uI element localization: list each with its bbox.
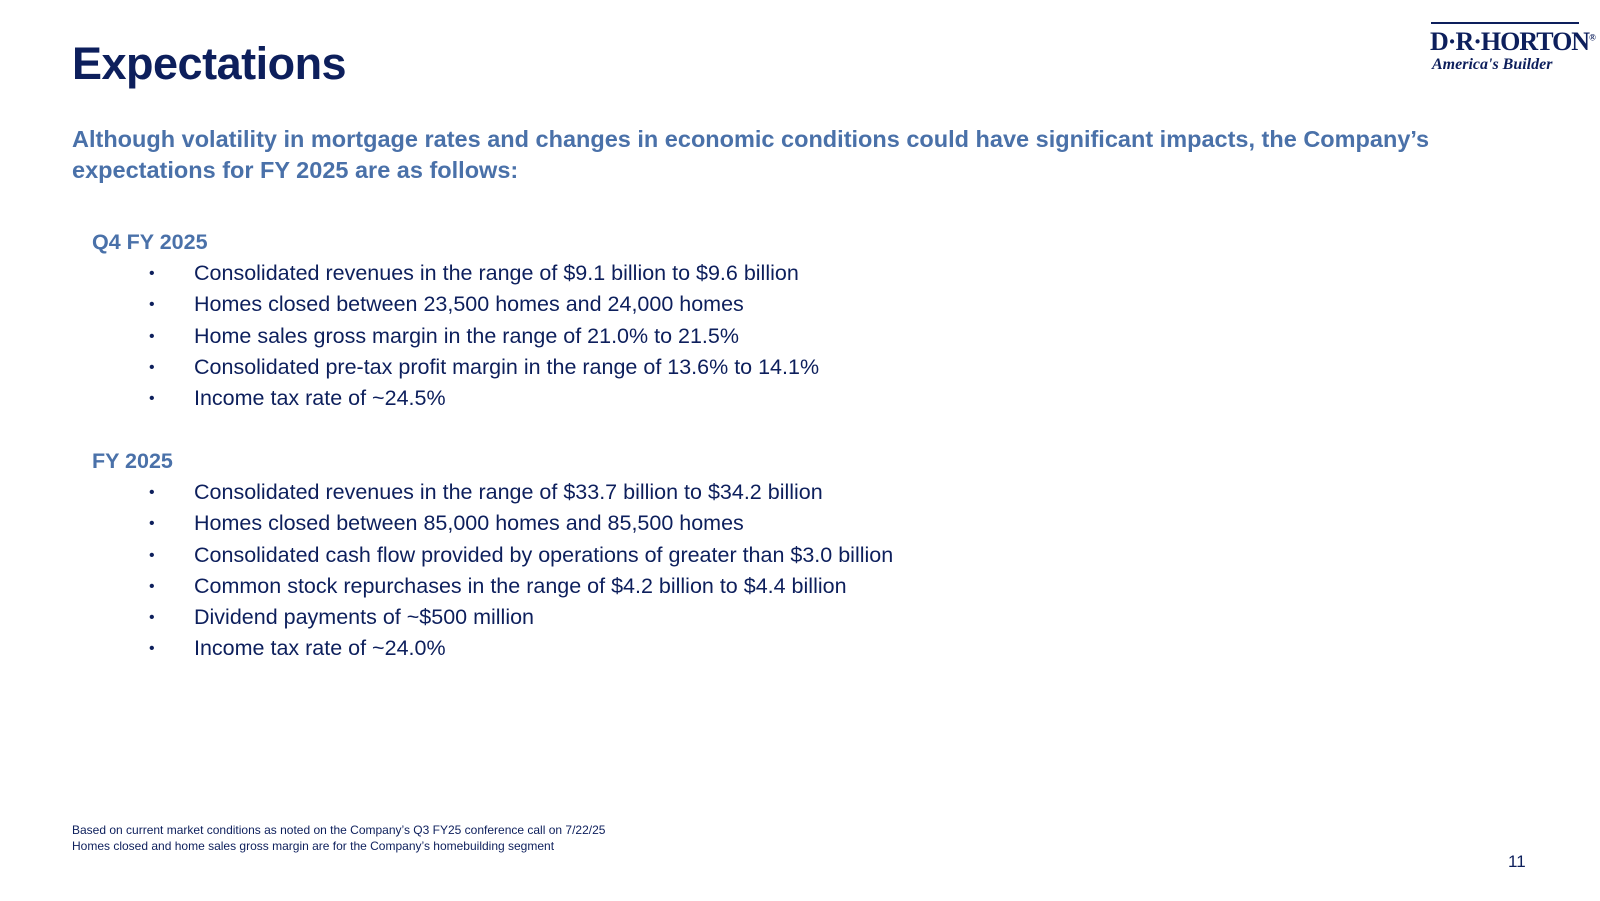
bullet-icon: •	[149, 515, 155, 533]
list-item	[92, 633, 893, 664]
list-item-text: Income tax rate of ~24.0%	[194, 636, 446, 661]
list-item	[92, 571, 893, 602]
section-fy2025	[92, 446, 893, 665]
list-item-text: Consolidated cash flow provided by operations of greater than $3.0 billion	[194, 542, 894, 567]
bullet-icon: •	[149, 609, 155, 627]
bullet-icon: •	[149, 296, 155, 314]
section-q4-fy2025	[92, 227, 819, 414]
logo-rule-divider	[1431, 22, 1579, 24]
bullet-icon: •	[149, 484, 155, 501]
list-item	[92, 383, 819, 414]
bullet-icon: •	[149, 640, 155, 658]
footnote: Homes closed and home sales gross margin are for the Company’s homebuilding segment	[72, 839, 555, 853]
logo-wordmark	[1430, 27, 1595, 57]
bullet-icon: •	[149, 327, 155, 345]
bullet-list	[92, 258, 819, 414]
bullet-list	[92, 477, 893, 665]
registered-mark: ®	[1589, 32, 1595, 43]
list-item-text: Homes closed between 85,000 homes and 85,500 homes	[194, 511, 744, 536]
bullet-icon: •	[149, 577, 155, 595]
footnotes	[72, 822, 605, 854]
intro-statement: Although volatility in mortgage rates and changes in economic conditions could have significant impacts, the Company’s expectations for FY 2025 are as follows:	[72, 126, 1430, 183]
list-item-text: Consolidated revenues in the range of $9.1 billion to $9.6 billion	[194, 261, 799, 285]
page-number: 11	[1508, 852, 1526, 871]
list-item-text: Income tax rate of ~24.5%	[194, 386, 446, 411]
list-item-text: Dividend payments of ~$500 million	[194, 605, 535, 630]
list-item-text: Home sales gross margin in the range of 21.0% to 21.5%	[194, 323, 739, 348]
bullet-icon: •	[149, 265, 155, 282]
bullet-icon: •	[149, 358, 155, 376]
list-item	[92, 477, 893, 508]
list-item	[92, 540, 893, 571]
section-heading: FY 2025	[92, 449, 173, 473]
slide-title: Expectations	[72, 38, 347, 89]
list-item-text: Homes closed between 23,500 homes and 24,000 homes	[194, 292, 744, 317]
logo-tagline: America's Builder	[1432, 56, 1553, 73]
list-item	[92, 258, 819, 289]
bullet-icon: •	[149, 390, 155, 408]
list-item	[92, 352, 819, 383]
list-item	[92, 289, 819, 320]
section-heading: Q4 FY 2025	[92, 230, 208, 254]
list-item-text: Common stock repurchases in the range of $4.2 billion to $4.4 billion	[194, 573, 847, 598]
dr-horton-logo	[1430, 22, 1595, 78]
list-item-text: Consolidated pre-tax profit margin in the range of 13.6% to 14.1%	[194, 354, 820, 379]
bullet-icon: •	[149, 546, 155, 564]
logo-name-text: D·R·HORTON	[1430, 27, 1590, 56]
list-item	[92, 321, 819, 352]
footnote: Based on current market conditions as noted on the Company’s Q3 FY25 conference call on 7/22/25	[72, 823, 606, 837]
list-item	[92, 508, 893, 539]
list-item-text: Consolidated revenues in the range of $33.7 billion to $34.2 billion	[194, 480, 823, 504]
list-item	[92, 602, 893, 633]
